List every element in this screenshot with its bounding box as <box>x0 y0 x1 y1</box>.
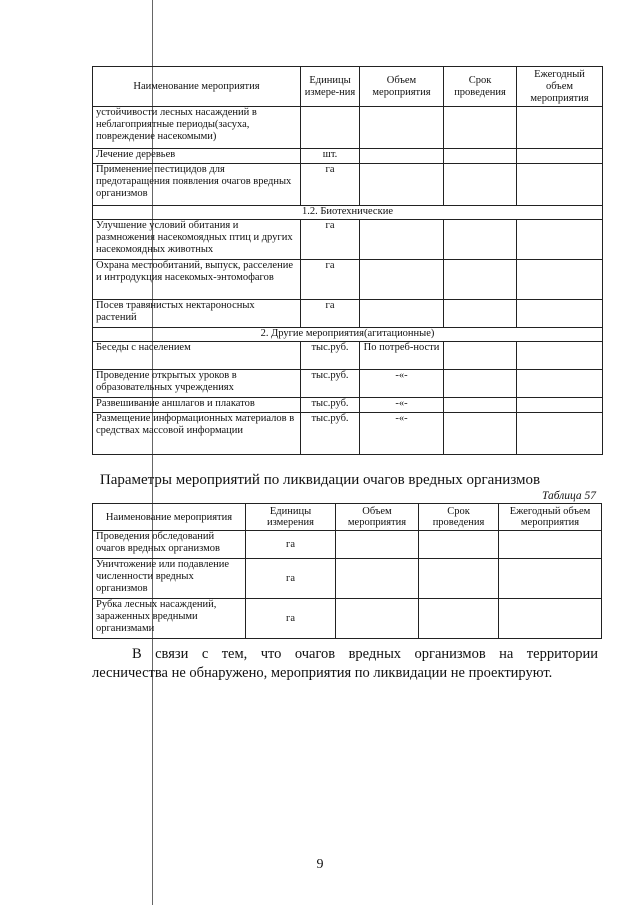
table-row <box>93 531 602 559</box>
row-volume <box>360 260 444 300</box>
row-annual <box>517 220 603 260</box>
row-annual <box>517 107 603 149</box>
row-volume: По потреб-ности <box>360 342 444 370</box>
elimination-table <box>92 503 602 639</box>
row-unit: га <box>301 300 360 328</box>
section-title: 1.2. Биотехнические <box>93 206 603 220</box>
table-row <box>93 599 602 639</box>
row-unit: тыс.руб. <box>301 398 360 413</box>
header-annual: Ежегодный объем мероприятия <box>517 67 603 107</box>
table-row <box>93 413 603 455</box>
row-volume <box>336 599 419 639</box>
row-term <box>444 220 517 260</box>
table-header-row <box>93 67 603 107</box>
row-unit: тыс.руб. <box>301 370 360 398</box>
row-volume: -«- <box>360 398 444 413</box>
header-unit: Единицы измерения <box>246 504 336 531</box>
row-annual <box>499 531 602 559</box>
row-name: Применение пестицидов для предотаращения появления очагов вредных организмов <box>93 164 301 206</box>
section-row <box>93 206 603 220</box>
row-annual <box>499 559 602 599</box>
section-row <box>93 328 603 342</box>
table-row <box>93 342 603 370</box>
table-row <box>93 398 603 413</box>
table-header-row <box>93 504 602 531</box>
row-volume <box>360 300 444 328</box>
row-term <box>444 164 517 206</box>
row-name: Проведение открытых уроков в образовательных учреждениях <box>93 370 301 398</box>
table-row <box>93 300 603 328</box>
row-volume: -«- <box>360 413 444 455</box>
row-name: Развешивание аншлагов и плакатов <box>93 398 301 413</box>
header-term: Срок проведения <box>444 67 517 107</box>
row-annual <box>517 370 603 398</box>
row-name: Улучшение условий обитания и размножения насекомоядных птиц и других насекомоядных животных <box>93 220 301 260</box>
row-annual <box>517 149 603 164</box>
header-annual: Ежегодный объем мероприятия <box>499 504 602 531</box>
row-term <box>444 370 517 398</box>
row-term <box>444 260 517 300</box>
row-annual <box>517 260 603 300</box>
header-unit: Единицы измере-ния <box>301 67 360 107</box>
paragraph-line-2: лесничества не обнаружено, мероприятия по ликвидации не проектируют. <box>92 665 553 681</box>
header-term: Срок проведения <box>419 504 499 531</box>
row-unit: тыс.руб. <box>301 413 360 455</box>
row-name: устойчивости лесных насаждений в неблагоприятные периоды(засуха, повреждение насекомыми) <box>93 107 301 149</box>
row-volume <box>360 149 444 164</box>
row-unit: га <box>301 260 360 300</box>
row-name: Охрана местообитаний, выпуск, расселение и интродукция насекомых-энтомофагов <box>93 260 301 300</box>
header-volume: Объем мероприятия <box>336 504 419 531</box>
row-volume <box>360 164 444 206</box>
row-name: Рубка лесных насаждений, зараженных вредными организмами <box>93 599 246 639</box>
row-term <box>444 398 517 413</box>
row-volume <box>336 559 419 599</box>
header-name: Наименование мероприятия <box>93 67 301 107</box>
row-unit <box>301 107 360 149</box>
row-volume: -«- <box>360 370 444 398</box>
row-volume <box>360 107 444 149</box>
conclusion-paragraph <box>92 645 598 683</box>
row-annual <box>517 300 603 328</box>
row-unit: га <box>246 559 336 599</box>
row-term <box>444 342 517 370</box>
table-row <box>93 220 603 260</box>
header-name: Наименование мероприятия <box>93 504 246 531</box>
row-unit: га <box>301 164 360 206</box>
section-heading: Параметры мероприятий по ликвидации очагов вредных организмов <box>99 472 541 488</box>
row-annual <box>499 599 602 639</box>
row-name: Размещение информационных материалов в средствах массовой информации <box>93 413 301 455</box>
table-row <box>93 370 603 398</box>
row-unit: га <box>246 599 336 639</box>
row-term <box>444 300 517 328</box>
table-row <box>93 559 602 599</box>
table-row <box>93 164 603 206</box>
row-volume <box>336 531 419 559</box>
measures-table <box>92 66 603 455</box>
row-name: Проведения обследований очагов вредных организмов <box>93 531 246 559</box>
row-annual <box>517 413 603 455</box>
page-number: 9 <box>316 857 324 872</box>
header-volume: Объем мероприятия <box>360 67 444 107</box>
row-term <box>444 107 517 149</box>
table-row <box>93 107 603 149</box>
row-unit: га <box>246 531 336 559</box>
paragraph-line-1: В связи с тем, что очагов вредных организмов на территории <box>132 646 598 662</box>
row-term <box>444 149 517 164</box>
row-annual <box>517 342 603 370</box>
row-name: Посев травянистых нектароносных растений <box>93 300 301 328</box>
row-annual <box>517 164 603 206</box>
row-term <box>419 531 499 559</box>
section-title: 2. Другие мероприятия(агитационные) <box>93 328 603 342</box>
table-number: Таблица 57 <box>541 490 596 502</box>
row-unit: шт. <box>301 149 360 164</box>
table-row <box>93 149 603 164</box>
row-name: Беседы с населением <box>93 342 301 370</box>
row-volume <box>360 220 444 260</box>
table-row <box>93 260 603 300</box>
row-term <box>444 413 517 455</box>
row-term <box>419 559 499 599</box>
row-name: Уничтожение или подавление численности вредных организмов <box>93 559 246 599</box>
row-name: Лечение деревьев <box>93 149 301 164</box>
row-term <box>419 599 499 639</box>
row-unit: тыс.руб. <box>301 342 360 370</box>
row-annual <box>517 398 603 413</box>
row-unit: га <box>301 220 360 260</box>
